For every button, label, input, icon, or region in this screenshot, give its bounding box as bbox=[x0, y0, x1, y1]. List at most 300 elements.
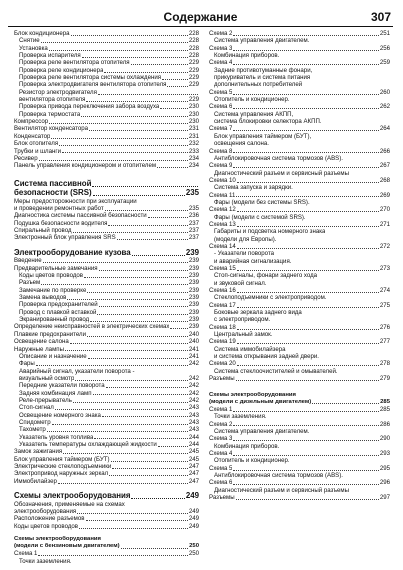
toc-entry bbox=[14, 375, 199, 382]
toc-entry bbox=[14, 234, 199, 241]
page-header bbox=[8, 9, 393, 27]
toc-entry-title: Схемы электрооборудования bbox=[209, 391, 296, 398]
toc-entry bbox=[14, 412, 199, 419]
toc-entry bbox=[14, 45, 199, 52]
toc-entry-title: безопасности (SRS) bbox=[14, 188, 92, 198]
dot-leader bbox=[38, 555, 187, 556]
toc-entry bbox=[209, 148, 390, 155]
dot-leader bbox=[121, 548, 189, 549]
toc-entry-title: Электронный блок управления SRS bbox=[14, 234, 116, 242]
toc-entry bbox=[209, 392, 390, 399]
toc-entry bbox=[209, 45, 390, 52]
toc-entry-title: Антиблокировочная система тормозов (ABS). bbox=[214, 154, 343, 162]
dot-leader bbox=[312, 403, 379, 404]
toc-entry-title: Электрооборудование кузова bbox=[14, 247, 131, 257]
toc-entry-page: 239 bbox=[188, 286, 199, 294]
toc-entry bbox=[14, 103, 199, 110]
toc-entry bbox=[14, 550, 199, 557]
toc-entry bbox=[14, 81, 199, 88]
toc-entry bbox=[209, 272, 390, 279]
toc-entry-title: Спидометр bbox=[19, 418, 51, 426]
toc-entry bbox=[209, 465, 390, 472]
dot-leader bbox=[89, 130, 188, 131]
toc-entry-page: 295 bbox=[379, 464, 390, 472]
toc-entry-title: Резистор электродвигателя bbox=[19, 88, 97, 96]
toc-entry-title: Система управления АКПП, bbox=[214, 110, 294, 118]
toc-entry-page: 249 bbox=[188, 515, 199, 523]
toc-entry bbox=[14, 353, 199, 360]
toc-entry-title: Введение bbox=[14, 257, 42, 265]
toc-entry-page: 242 bbox=[188, 382, 199, 390]
toc-entry bbox=[209, 162, 390, 169]
dot-leader bbox=[162, 79, 188, 80]
toc-entry-title: Схема 15 bbox=[209, 265, 236, 272]
toc-entry-page: 243 bbox=[188, 418, 199, 426]
toc-entry-title: Габариты и подсветка номерного знака bbox=[214, 228, 326, 236]
dot-leader bbox=[233, 167, 378, 168]
toc-entry bbox=[209, 192, 390, 199]
toc-entry bbox=[14, 426, 199, 433]
toc-entry bbox=[14, 346, 199, 353]
toc-entry-page: 234 bbox=[188, 162, 199, 170]
toc-entry bbox=[14, 148, 199, 155]
dot-leader bbox=[99, 270, 188, 271]
toc-entry bbox=[209, 67, 390, 74]
toc-entry bbox=[14, 441, 199, 448]
toc-entry-page: 239 bbox=[188, 301, 199, 309]
toc-entry-title: Схема 9 bbox=[209, 162, 233, 170]
toc-entry-title: Схема 14 bbox=[209, 242, 236, 250]
toc-entry bbox=[209, 243, 390, 250]
toc-entry bbox=[209, 125, 390, 132]
dot-leader bbox=[170, 328, 187, 329]
dot-leader bbox=[47, 431, 188, 432]
toc-entry-page: 229 bbox=[188, 66, 199, 74]
toc-entry-page: 249 bbox=[185, 491, 199, 501]
toc-entry bbox=[209, 89, 390, 96]
toc-entry-title: Схема 20 bbox=[209, 360, 236, 368]
toc-entry-page: 237 bbox=[188, 219, 199, 227]
toc-entry bbox=[14, 456, 199, 463]
toc-entry-title: Определение неисправностей в электрических схемах bbox=[14, 323, 170, 331]
dot-leader bbox=[82, 57, 188, 58]
toc-entry-title: Трубки и шланги bbox=[14, 147, 61, 155]
toc-entry-title: Схема 8 bbox=[209, 147, 233, 155]
toc-entry bbox=[14, 338, 199, 345]
dot-leader bbox=[108, 225, 187, 226]
dot-leader bbox=[81, 116, 188, 117]
toc-entry-title: Схема 4 bbox=[209, 449, 233, 457]
dot-leader bbox=[59, 145, 188, 146]
toc-entry-page: 240 bbox=[188, 338, 199, 346]
toc-entry bbox=[14, 434, 199, 441]
toc-entry-title: Система стеклоочистителей и омывателей. bbox=[214, 367, 338, 375]
dot-leader bbox=[92, 186, 198, 187]
toc-entry bbox=[14, 508, 199, 515]
toc-entry-page: 266 bbox=[379, 147, 390, 155]
toc-entry-title: Конденсатор bbox=[14, 132, 51, 140]
dot-leader bbox=[117, 239, 188, 240]
toc-entry bbox=[14, 331, 199, 338]
toc-entry bbox=[209, 487, 390, 494]
toc-entry-title: и аварийная сигнализация. bbox=[214, 257, 292, 265]
dot-leader bbox=[71, 35, 188, 36]
toc-entry-page: 231 bbox=[188, 132, 199, 140]
dot-leader bbox=[88, 358, 188, 359]
toc-entry bbox=[14, 323, 199, 330]
toc-entry-title: Освещение салона bbox=[14, 338, 69, 346]
toc-entry-page: 273 bbox=[379, 265, 390, 272]
toc-entry-title: Реле-прерыватель bbox=[19, 396, 72, 404]
toc-entry-page: 242 bbox=[188, 360, 199, 368]
dot-leader bbox=[237, 248, 379, 249]
toc-entry-page: 241 bbox=[188, 345, 199, 353]
toc-entry-title: Установка bbox=[19, 44, 48, 52]
toc-entry-page: 270 bbox=[379, 206, 390, 214]
toc-entry-title: Указатель уровня топлива bbox=[19, 433, 94, 441]
toc-entry bbox=[209, 118, 390, 125]
toc-entry bbox=[209, 309, 390, 316]
toc-entry-title: Тахометр bbox=[19, 426, 46, 434]
toc-entry-title: Разъемы bbox=[209, 494, 235, 502]
dot-leader bbox=[41, 42, 188, 43]
dot-leader bbox=[233, 35, 378, 36]
dot-leader bbox=[237, 270, 379, 271]
toc-entry-title: Коды цветов проводов bbox=[19, 272, 84, 280]
toc-entry bbox=[14, 279, 199, 286]
toc-entry bbox=[209, 450, 390, 457]
dot-leader bbox=[131, 498, 184, 499]
dot-leader bbox=[109, 475, 188, 476]
toc-entry-title: Расположение разъемов bbox=[14, 515, 85, 523]
toc-entry bbox=[209, 37, 390, 44]
toc-entry bbox=[209, 294, 390, 301]
toc-entry-title: Точки заземления. bbox=[19, 557, 72, 565]
dot-leader bbox=[233, 108, 378, 109]
toc-entry-title: Схема 4 bbox=[209, 59, 233, 67]
toc-entry-page: 239 bbox=[188, 294, 199, 302]
dot-leader bbox=[41, 284, 188, 285]
dot-leader bbox=[104, 72, 187, 73]
toc-entry-page: 229 bbox=[188, 59, 199, 67]
toc-entry-page: 249 bbox=[188, 507, 199, 515]
toc-entry-title: Схемы электрооборудования bbox=[14, 536, 101, 542]
toc-entry-title: и система открывания задней двери. bbox=[214, 353, 319, 361]
toc-entry bbox=[14, 140, 199, 147]
toc-entry-title: Описание и назначение bbox=[19, 352, 87, 360]
toc-entry-title: Фары bbox=[19, 360, 35, 368]
toc-entry bbox=[209, 353, 390, 360]
toc-entry-title: Проверка испарителя bbox=[19, 52, 81, 60]
dot-leader bbox=[87, 292, 187, 293]
toc-entry-page: 239 bbox=[188, 279, 199, 287]
toc-entry-title: Отопитель и кондиционер. bbox=[214, 96, 290, 104]
toc-left-column bbox=[14, 30, 199, 565]
toc-entry-page: 293 bbox=[379, 449, 390, 457]
dot-leader bbox=[233, 455, 378, 456]
toc-entry bbox=[14, 220, 199, 227]
toc-entry bbox=[14, 96, 199, 103]
toc-entry bbox=[209, 81, 390, 88]
toc-entry-title: визуальный осмотр bbox=[19, 374, 75, 382]
toc-entry-page: 286 bbox=[379, 420, 390, 428]
toc-entry bbox=[209, 228, 390, 235]
dot-leader bbox=[77, 513, 188, 514]
toc-entry bbox=[209, 375, 390, 382]
toc-entry-title: Схема 1 bbox=[209, 405, 233, 413]
toc-entry bbox=[209, 346, 390, 353]
toc-entry-page: 231 bbox=[188, 125, 199, 133]
dot-leader bbox=[233, 130, 378, 131]
toc-entry-page: 285 bbox=[380, 398, 390, 405]
toc-entry bbox=[209, 250, 390, 257]
dot-leader bbox=[233, 94, 378, 95]
toc-entry bbox=[14, 125, 199, 132]
toc-entry bbox=[14, 118, 199, 125]
toc-entry-title: Система управления двигателем. bbox=[214, 427, 310, 435]
toc-entry bbox=[14, 463, 199, 470]
toc-entry-title: Замечание по проверке bbox=[19, 286, 87, 294]
toc-entry-title: дополнительных потребителей bbox=[214, 81, 303, 89]
toc-entry bbox=[14, 382, 199, 389]
toc-entry bbox=[14, 301, 199, 308]
toc-entry bbox=[14, 397, 199, 404]
toc-entry-title: и звуковой сигнал. bbox=[214, 279, 267, 287]
toc-entry bbox=[14, 30, 199, 37]
toc-entry-title: Спиральный провод bbox=[14, 227, 72, 235]
toc-entry-title: Фары (модели с системой SRS). bbox=[214, 213, 306, 221]
toc-entry-title: Экранированный провод bbox=[19, 316, 90, 324]
toc-entry-page: 243 bbox=[188, 426, 199, 434]
dot-leader bbox=[236, 380, 379, 381]
toc-entry-page: 276 bbox=[379, 323, 390, 331]
toc-entry-title: Передние указатели поворота bbox=[19, 382, 105, 390]
toc-entry-title: Отопитель и кондиционер. bbox=[214, 457, 290, 465]
toc-entry-title: Схема 17 bbox=[209, 301, 236, 309]
toc-entry bbox=[14, 257, 199, 264]
toc-entry-title: Провод с плавкой вставкой bbox=[19, 308, 97, 316]
toc-entry bbox=[14, 558, 199, 565]
dot-leader bbox=[98, 94, 198, 95]
toc-entry bbox=[14, 74, 199, 81]
toc-entry bbox=[209, 30, 390, 37]
toc-entry-title: (модели с бензиновым двигателем) bbox=[14, 543, 120, 550]
toc-entry bbox=[209, 52, 390, 59]
toc-entry bbox=[209, 111, 390, 118]
toc-entry-title: Электропривод наружных зеркал bbox=[14, 470, 109, 478]
toc-entry-title: Блок управления таймером (БУТ), bbox=[214, 132, 312, 140]
dot-leader bbox=[236, 499, 379, 500]
toc-entry-title: Боковые зеркала заднего вида bbox=[214, 309, 302, 317]
toc-entry bbox=[14, 198, 199, 205]
toc-entry-title: Схема 2 bbox=[209, 420, 233, 428]
toc-entry bbox=[14, 188, 199, 198]
toc-entry-page: 275 bbox=[379, 301, 390, 309]
dot-leader bbox=[55, 409, 188, 410]
dot-leader bbox=[237, 182, 379, 183]
dot-leader bbox=[233, 50, 378, 51]
toc-entry bbox=[209, 435, 390, 442]
toc-entry-title: Проверка реле вентилятора системы охлаждения bbox=[19, 74, 162, 82]
toc-entry-page: 245 bbox=[188, 448, 199, 456]
toc-entry-page: 290 bbox=[379, 435, 390, 443]
toc-entry-page: 241 bbox=[188, 352, 199, 360]
toc-entry bbox=[14, 59, 199, 66]
toc-entry-page: 249 bbox=[188, 522, 199, 530]
toc-entry bbox=[209, 177, 390, 184]
toc-entry-title: Обозначения, применяемые на схемах bbox=[14, 500, 125, 508]
toc-entry-page: 262 bbox=[379, 103, 390, 111]
toc-entry-page: 242 bbox=[188, 396, 199, 404]
toc-entry-page: 228 bbox=[188, 37, 199, 45]
toc-entry-title: Подушка безопасности водителя bbox=[14, 219, 108, 227]
dot-leader bbox=[158, 446, 188, 447]
toc-entry-page: 269 bbox=[379, 191, 390, 199]
toc-entry-title: Схема 2 bbox=[209, 30, 233, 37]
toc-entry-title: (модели с дизельным двигателем) bbox=[209, 398, 312, 405]
toc-entry-title: Диагностический разъем и сервисный разъемы bbox=[214, 486, 349, 494]
toc-entry-title: Схема 11 bbox=[209, 191, 236, 199]
toc-entry bbox=[14, 491, 199, 501]
toc-entry bbox=[209, 206, 390, 213]
toc-entry-title: Схема 5 bbox=[209, 464, 233, 472]
dot-leader bbox=[167, 86, 187, 87]
toc-entry-title: Проверка реле вентилятора отопителя bbox=[19, 59, 130, 67]
toc-entry bbox=[14, 309, 199, 316]
toc-entry bbox=[14, 536, 199, 543]
toc-entry-page: 239 bbox=[188, 323, 199, 331]
toc-entry-title: Система пассивной bbox=[14, 178, 92, 188]
toc-entry-title: с электроприводом. bbox=[214, 316, 271, 324]
toc-entry-page: 277 bbox=[379, 338, 390, 346]
toc-entry-title: Замок зажигания bbox=[14, 448, 63, 456]
toc-entry bbox=[14, 212, 199, 219]
toc-entry-title: Диагностический разъем и сервисный разъемы bbox=[214, 169, 349, 177]
toc-entry-title: Схема 13 bbox=[209, 220, 236, 228]
toc-entry-title: Схема 12 bbox=[209, 206, 236, 214]
toc-entry bbox=[209, 170, 390, 177]
toc-entry-page: 230 bbox=[188, 103, 199, 111]
toc-entry bbox=[209, 96, 390, 103]
dot-leader bbox=[73, 402, 188, 403]
dot-leader bbox=[132, 255, 185, 256]
toc-entry bbox=[14, 205, 199, 212]
toc-entry-page: 297 bbox=[379, 494, 390, 502]
toc-entry-title: система блокировки селектора АКПП. bbox=[214, 118, 322, 126]
toc-entry bbox=[209, 399, 390, 406]
toc-entry-page: 279 bbox=[379, 375, 390, 383]
toc-entry-title: Блок управления таймером (БУТ) bbox=[14, 455, 110, 463]
toc-entry-title: Центральный замок. bbox=[214, 331, 273, 339]
toc-entry bbox=[14, 89, 199, 96]
toc-entry-title: Проверка привода переключения забора воздуха bbox=[19, 103, 160, 111]
toc-entry-title: Задняя комбинация ламп bbox=[19, 389, 92, 397]
toc-entry-title: электрооборудования bbox=[14, 507, 77, 515]
dot-leader bbox=[36, 365, 188, 366]
toc-entry-page: 260 bbox=[379, 88, 390, 96]
dot-leader bbox=[233, 411, 378, 412]
dot-leader bbox=[237, 226, 379, 227]
toc-entry-title: Схема 18 bbox=[209, 323, 236, 331]
page-title: Содержание bbox=[163, 10, 238, 24]
toc-entry bbox=[14, 287, 199, 294]
toc-entry bbox=[14, 404, 199, 411]
toc-entry bbox=[14, 162, 199, 169]
toc-entry-title: Антиблокировочная система тормозов (ABS). bbox=[214, 472, 343, 479]
dot-leader bbox=[63, 453, 188, 454]
toc-entry-title: Проверка предохранителей bbox=[19, 301, 98, 309]
toc-entry-page: 239 bbox=[185, 247, 199, 257]
toc-entry-title: Стоп-сигналы, фонари заднего хода bbox=[214, 272, 318, 280]
toc-entry bbox=[209, 494, 390, 501]
dot-leader bbox=[237, 329, 379, 330]
toc-entry-title: Схема 5 bbox=[209, 88, 233, 96]
toc-entry bbox=[209, 236, 390, 243]
toc-entry-title: Проверка реле кондиционера bbox=[19, 66, 104, 74]
dot-leader bbox=[233, 470, 378, 471]
toc-entry-title: Аварийный сигнал, указатели поворота - bbox=[19, 367, 135, 375]
toc-entry bbox=[209, 184, 390, 191]
dot-leader bbox=[58, 483, 188, 484]
toc-entry-page: 267 bbox=[379, 162, 390, 170]
dot-leader bbox=[73, 232, 188, 233]
toc-entry-title: Ресивер bbox=[14, 154, 38, 162]
toc-entry bbox=[14, 265, 199, 272]
toc-entry-page: 274 bbox=[379, 287, 390, 295]
toc-entry-title: Иммобилайзер bbox=[14, 477, 57, 485]
toc-entry bbox=[209, 280, 390, 287]
toc-entry bbox=[209, 302, 390, 309]
dot-leader bbox=[237, 307, 379, 308]
dot-leader bbox=[157, 167, 188, 168]
dot-leader bbox=[70, 343, 188, 344]
page-number: 307 bbox=[370, 10, 391, 24]
toc-entry-title: Схемы электрооборудования bbox=[14, 491, 131, 501]
toc-entry bbox=[14, 543, 199, 550]
dot-leader bbox=[49, 50, 188, 51]
toc-entry-title: Меры предосторожности при эксплуатации bbox=[14, 197, 137, 205]
dot-leader bbox=[233, 425, 378, 426]
toc-entry bbox=[14, 67, 199, 74]
toc-entry bbox=[209, 428, 390, 435]
toc-entry-title: Электрические стеклоподъемники bbox=[14, 463, 112, 470]
toc-entry-title: Проверка термостата bbox=[19, 110, 81, 118]
toc-entry-title: Схема 7 bbox=[209, 125, 233, 133]
toc-entry-page: 230 bbox=[188, 110, 199, 118]
toc-entry-page: 244 bbox=[188, 433, 199, 441]
toc-entry bbox=[14, 179, 199, 189]
toc-entry-page: 237 bbox=[188, 234, 199, 242]
dot-leader bbox=[75, 380, 187, 381]
toc-entry bbox=[209, 74, 390, 81]
toc-entry-page: 240 bbox=[188, 330, 199, 338]
toc-entry-title: и проведении ремонтных работ bbox=[14, 205, 104, 213]
toc-entry bbox=[14, 111, 199, 118]
toc-entry bbox=[14, 272, 199, 279]
dot-leader bbox=[86, 101, 187, 102]
toc-entry-page: 237 bbox=[188, 227, 199, 235]
toc-entry bbox=[209, 133, 390, 140]
toc-entry bbox=[14, 523, 199, 530]
dot-leader bbox=[233, 64, 378, 65]
toc-entry-page: 235 bbox=[185, 188, 199, 198]
toc-entry-title: Стоп-сигнал bbox=[19, 404, 54, 412]
dot-leader bbox=[112, 468, 188, 469]
dot-leader bbox=[233, 484, 378, 485]
dot-leader bbox=[233, 440, 378, 441]
toc-entry bbox=[209, 479, 390, 486]
toc-entry-page: 239 bbox=[188, 264, 199, 272]
